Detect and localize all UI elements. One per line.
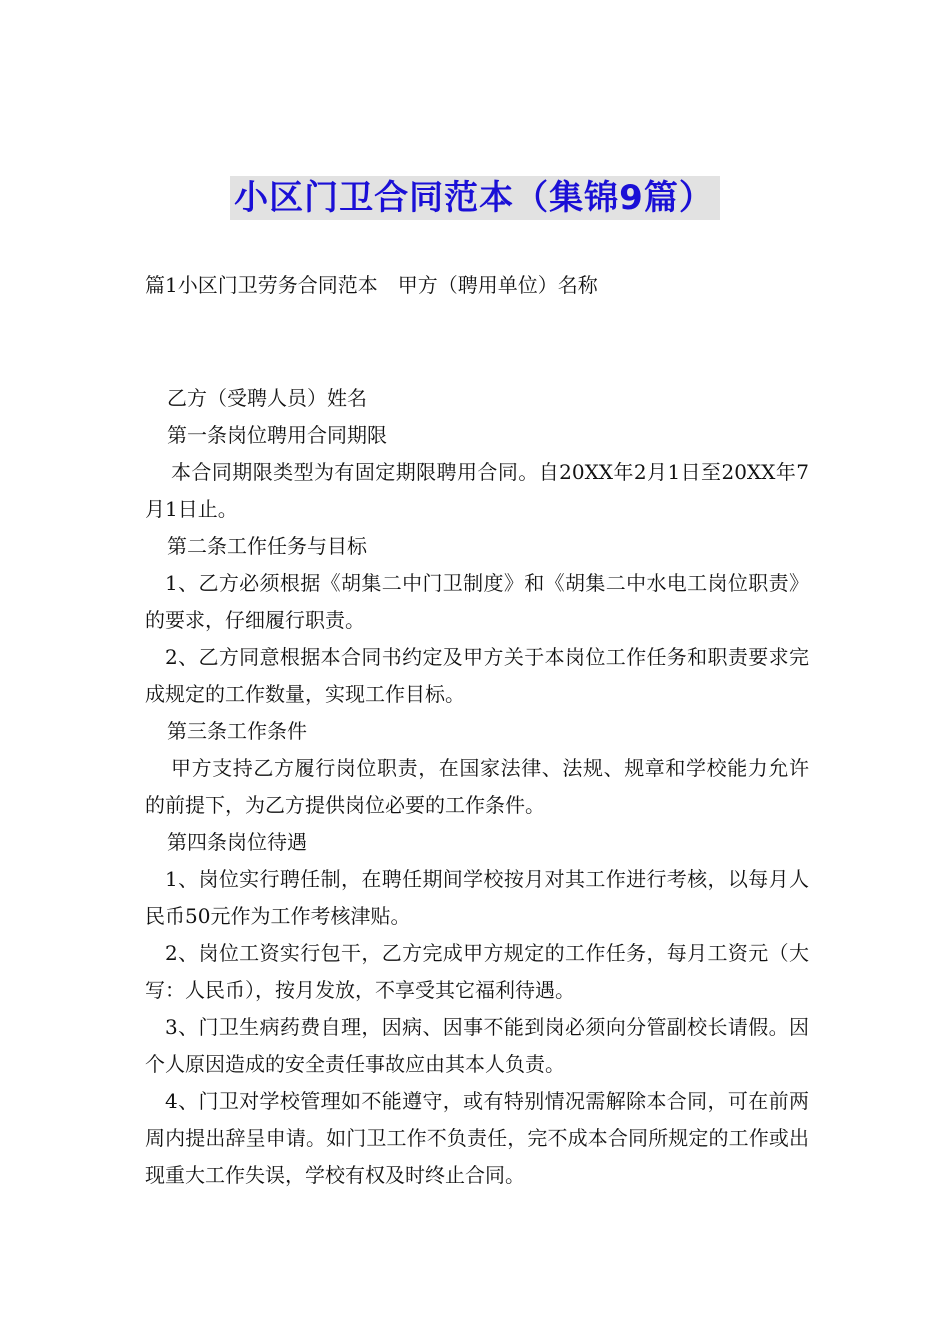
paragraph: 第三条工作条件: [167, 719, 307, 743]
document-body: [145, 380, 809, 1194]
paragraph: 1、岗位实行聘任制，在聘任期间学校按月对其工作进行考核，以每月人民币50元作为工作考核津贴。: [145, 867, 809, 928]
paragraph: 2、乙方同意根据本合同书约定及甲方关于本岗位工作任务和职责要求完成规定的工作数量，实现工作目标。: [145, 645, 809, 706]
document-title: 小区门卫合同范本（集锦9篇）: [230, 176, 720, 220]
paragraph: 本合同期限类型为有固定期限聘用合同。自20XX年2月1日至20XX年7月1日止。: [145, 460, 809, 521]
paragraph: 第四条岗位待遇: [167, 830, 307, 854]
paragraph: 乙方（受聘人员）姓名: [167, 386, 367, 410]
paragraph: 2、岗位工资实行包干，乙方完成甲方规定的工作任务，每月工资元（大写：人民币），按月发放，不享受其它福利待遇。: [145, 941, 809, 1002]
paragraph: 第一条岗位聘用合同期限: [167, 423, 387, 447]
paragraph: 4、门卫对学校管理如不能遵守，或有特别情况需解除本合同，可在前两周内提出辞呈申请。如门卫工作不负责任，完不成本合同所规定的工作或出现重大工作失误，学校有权及时终止合同。: [145, 1089, 809, 1187]
paragraph: 1、乙方必须根据《胡集二中门卫制度》和《胡集二中水电工岗位职责》的要求，仔细履行职责。: [145, 571, 809, 632]
paragraph: 第二条工作任务与目标: [167, 534, 367, 558]
document-subtitle: 篇1小区门卫劳务合同范本 甲方（聘用单位）名称: [145, 273, 598, 297]
paragraph: 甲方支持乙方履行岗位职责，在国家法律、法规、规章和学校能力允许的前提下，为乙方提供岗位必要的工作条件。: [145, 756, 809, 817]
paragraph: 3、门卫生病药费自理，因病、因事不能到岗必须向分管副校长请假。因个人原因造成的安全责任事故应由其本人负责。: [145, 1015, 809, 1076]
title-container: [0, 176, 950, 220]
